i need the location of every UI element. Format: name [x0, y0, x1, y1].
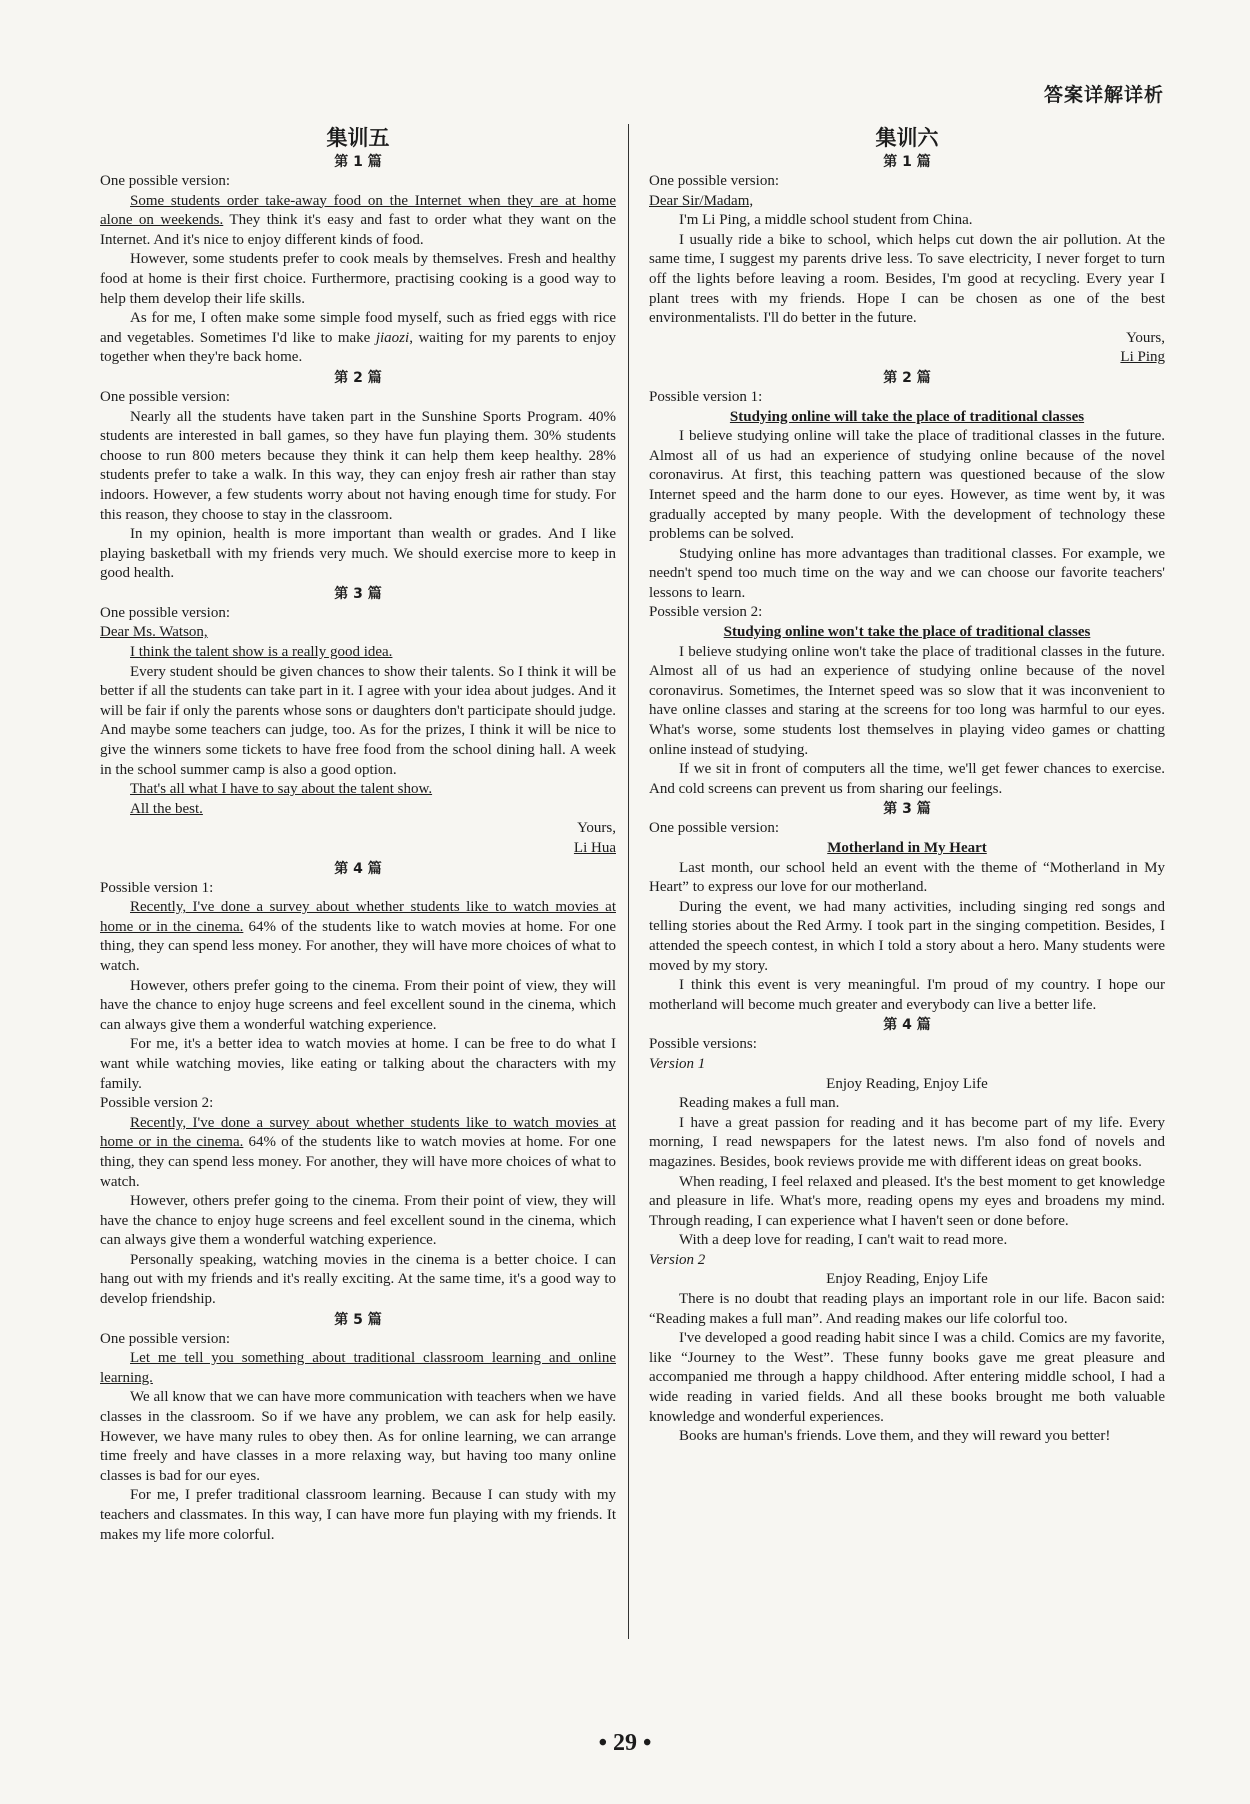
paragraph — [100, 192, 616, 251]
paragraph: When reading, I feel relaxed and pleased. It's the best moment to get knowledge and pleasure in life. What's more, reading opens my eyes and broadens my mind. Through reading, I can experience what I haven't seen or done before. — [649, 1173, 1165, 1229]
paragraph: I believe studying online will take the place of traditional classes in the future. Almost all of us had an experience of studying online because of the novel coronavirus. At first, this teaching pattern was questioned because of the slow Internet speed and the harm done to our eyes. However, as time went by, it was gradually accepted by many people. With the development of technology these problems can be solved. — [649, 428, 1165, 543]
paragraph — [100, 780, 616, 800]
version-label — [649, 1251, 1165, 1271]
paragraph: Every student should be given chances to show their talents. So I think it will be better if all the students can take part in it. I agree with your idea about judges. And it will be fair if only the parents whose sons or daughters don't participate should judge. And maybe some teachers can judge, too. As for the prizes, I think it will be nice to give the winners some tickets to have free food from the school dining hall. A week in the school summer camp is also a good option. — [100, 663, 616, 778]
paragraph: Books are human's friends. Love them, and they will reward you better! — [679, 1428, 1111, 1445]
paragraph: Nearly all the students have taken part in the Sunshine Sports Program. 40% students are interested in ball games, so they have fun playing them. 30% students choose to run 800 meters because they think it can help them keep healthy. 28% students prefer to take a walk. In this way, they can enjoy fresh air rather than stay indoors. However, a few students worry about not having enough time for study. For this reason, they choose to stay in the classroom. — [100, 408, 616, 523]
underlined-text: Some students order take-away food on the Internet when they are at home alone on weekends. — [100, 192, 616, 229]
paragraph: I've developed a good reading habit since I was a child. Comics are my favorite, like “Journey to the West”. These funny books gave me great pleasure and accompanied me through a happy childhood. After entering middle school, I had a wide reading in varied fields. And all these books brought me both valuable knowledge and wonderful experiences. — [649, 1330, 1165, 1425]
greeting-text: Dear Sir/Madam, — [649, 192, 754, 209]
paragraph: I think this event is very meaningful. I'm proud of my country. I hope our motherland will become much greater and everybody can live a better life. — [649, 977, 1165, 1013]
text: 64% of the students like to watch movies at home. For one thing, they can spend less money. For another, they will have more choices of what to watch. — [100, 918, 616, 974]
version-label: One possible version: — [649, 820, 779, 837]
page-header: 答案详解详析 — [1043, 84, 1164, 106]
paragraph: In my opinion, health is more important than wealth or grades. And I like playing basketball with my friends very much. We should exercise more to keep in good health. — [100, 526, 616, 582]
version-label: One possible version: — [100, 388, 230, 405]
underlined-text: All the best. — [130, 800, 203, 817]
paragraph: I believe studying online won't take the place of traditional classes in the future. Almost all of us had an experience of studying online because of the novel coronavirus. Sometimes, the Internet speed was so slow that it was inconvenient to have online classes and staring at the screens for too long was harmful to our eyes. What's worse, some students lost themselves in playing video games or chatting online instead of studying. — [649, 643, 1165, 758]
letter-signature — [100, 839, 616, 859]
piece-title: 第 1 篇 — [883, 154, 931, 170]
paragraph: For me, it's a better idea to watch movies at home. I can be free to do what I want while watching movies, like eating or talking about the characters with my family. — [100, 1036, 616, 1092]
version-label: Possible version 2: — [649, 604, 763, 621]
column-divider — [628, 124, 629, 1639]
underlined-text: That's all what I have to say about the talent show. — [130, 781, 433, 798]
paragraph: Studying online has more advantages than traditional classes. For example, we needn't spend too much time on the way and we can choose our favorite teachers' lessons to learn. — [649, 545, 1165, 601]
letter-signature — [649, 348, 1165, 368]
piece-title: 第 4 篇 — [883, 1017, 931, 1034]
page-number: • 29 • — [598, 1730, 652, 1756]
piece-title: 第 3 篇 — [334, 585, 382, 602]
piece-title: 第 1 篇 — [334, 154, 382, 170]
paragraph: During the event, we had many activities, including singing red songs and telling stories about the Red Army. I took part in the singing competition. Besides, I attended the speech contest, in which I told a story about a hero. Many students were moved by my story. — [649, 898, 1165, 974]
essay-title: Studying online won't take the place of traditional classes — [723, 624, 1091, 641]
version-label: One possible version: — [100, 604, 230, 621]
paragraph: However, others prefer going to the cinema. From their point of view, they will have the chance to enjoy huge screens and feel excellent sound in the cinema, which can always give them a wonderful watching experience. — [100, 1193, 616, 1249]
set-title: 集训六 — [875, 126, 939, 150]
letter-greeting — [649, 192, 1165, 212]
underlined-text: Recently, I've done a survey about whether students like to watch movies at home or in the cinema. — [100, 899, 616, 935]
version-label: Possible version 1: — [649, 388, 763, 405]
text: 64% of the students like to watch movies at home. For one thing, they can spend less money. For another, they will have more choices of what to watch. — [100, 1134, 616, 1190]
version-label: Possible version 1: — [100, 879, 214, 896]
paragraph — [100, 1114, 616, 1192]
signature-text: Li Ping — [1120, 349, 1165, 366]
paragraph: We all know that we can have more communication with teachers when we have classes in the classroom. So if we have any problem, we can ask for help easily. However, we have many rules to obey then. As for online learning, we can arrange time freely and have classes in a more relaxing way, but having too many online classes is bad for our eyes. — [100, 1389, 616, 1484]
paragraph: For me, I prefer traditional classroom learning. Because I can study with my teachers and classmates. In this way, I can have more fun playing with my friends. It makes my life more colorful. — [100, 1487, 616, 1543]
left-column — [100, 124, 616, 1545]
paragraph — [100, 643, 616, 663]
right-column — [649, 124, 1165, 1447]
essay-title: Studying online will take the place of traditional classes — [729, 408, 1085, 425]
text: As for me, I often make some simple food myself, such as fried eggs with rice and vegetables. Sometimes I'd like to make — [100, 310, 616, 346]
version-italic: Version 1 — [649, 1055, 706, 1072]
version-italic: Version 2 — [649, 1251, 706, 1268]
version-label: Possible versions: — [649, 1036, 757, 1053]
underlined-text: Let me tell you something about traditional classroom learning and online learning. — [100, 1350, 616, 1386]
underlined-text: I think the talent show is a really good idea. — [130, 644, 393, 661]
version-label: Possible version 2: — [100, 1095, 214, 1112]
paragraph — [100, 800, 616, 820]
paragraph: If we sit in front of computers all the time, we'll get fewer chances to exercise. And cold screens can prevent us from sharing our feelings. — [649, 761, 1165, 797]
paragraph: However, some students prefer to cook meals by themselves. Fresh and healthy food at home is their first choice. Furthermore, practising cooking is a good way to help them develop their life skills. — [100, 251, 616, 307]
letter-greeting: Dear Ms. Watson, — [100, 624, 208, 641]
paragraph: With a deep love for reading, I can't wait to read more. — [679, 1232, 1008, 1249]
paragraph: However, others prefer going to the cinema. From their point of view, they will have the chance to enjoy huge screens and feel excellent sound in the cinema, which can always give them a wonderful watching experience. — [100, 977, 616, 1033]
piece-title: 第 2 篇 — [883, 369, 931, 386]
paragraph — [100, 1349, 616, 1388]
underlined-text: Recently, I've done a survey about whether students like to watch movies at home or in the cinema. — [100, 1114, 616, 1151]
text: , waiting for my parents to enjoy together when they're back home. — [100, 329, 616, 366]
piece-title: 第 5 篇 — [334, 1311, 382, 1328]
paragraph: I'm Li Ping, a middle school student from China. — [679, 212, 973, 229]
essay-title: Enjoy Reading, Enjoy Life — [826, 1271, 988, 1288]
set-title: 集训五 — [326, 126, 390, 150]
paragraph: Reading makes a full man. — [679, 1095, 840, 1112]
paragraph: I have a great passion for reading and it has become part of my life. Every morning, I read newspapers for the latest news. I'm also fond of novels and magazines. Besides, book reviews provide me with different ideas on great books. — [649, 1114, 1165, 1170]
text: They think it's easy and fast to order what they want on the Internet. And it's nice to enjoy different kinds of food. — [100, 212, 616, 248]
letter-closing: Yours, — [1126, 329, 1165, 346]
piece-title: 第 3 篇 — [883, 801, 931, 818]
piece-title: 第 4 篇 — [334, 860, 382, 877]
letter-closing: Yours, — [577, 820, 616, 837]
paragraph: There is no doubt that reading plays an important role in our life. Bacon said: “Reading makes a full man”. And reading makes our life colorful too. — [649, 1291, 1165, 1327]
paragraph — [100, 309, 616, 368]
italic-word: jiaozi — [375, 329, 410, 346]
paragraph — [100, 898, 616, 976]
essay-title: Enjoy Reading, Enjoy Life — [826, 1075, 988, 1092]
version-label: One possible version: — [100, 1330, 230, 1347]
piece-title: 第 2 篇 — [334, 369, 382, 386]
version-label: One possible version: — [649, 173, 779, 189]
version-label: One possible version: — [100, 173, 230, 189]
signature-text: Li Hua — [573, 840, 616, 856]
version-label — [649, 1055, 1165, 1075]
essay-title: Motherland in My Heart — [827, 840, 987, 856]
paragraph: Last month, our school held an event with the theme of “Motherland in My Heart” to express our love for our motherland. — [649, 859, 1165, 896]
paragraph: Personally speaking, watching movies in the cinema is a better choice. I can hang out with my friends and it's really exciting. At the same time, it's a good way to develop friendship. — [100, 1251, 616, 1308]
paragraph: I usually ride a bike to school, which helps cut down the air pollution. At the same time, I suggest my parents drive less. To save electricity, I never forget to turn off the lights before leaving a room. Besides, I'm good at recycling. Every year I plant trees with my friends. Hope I can be chosen as one of the best environmentalists. I'll do better in the future. — [649, 231, 1165, 327]
